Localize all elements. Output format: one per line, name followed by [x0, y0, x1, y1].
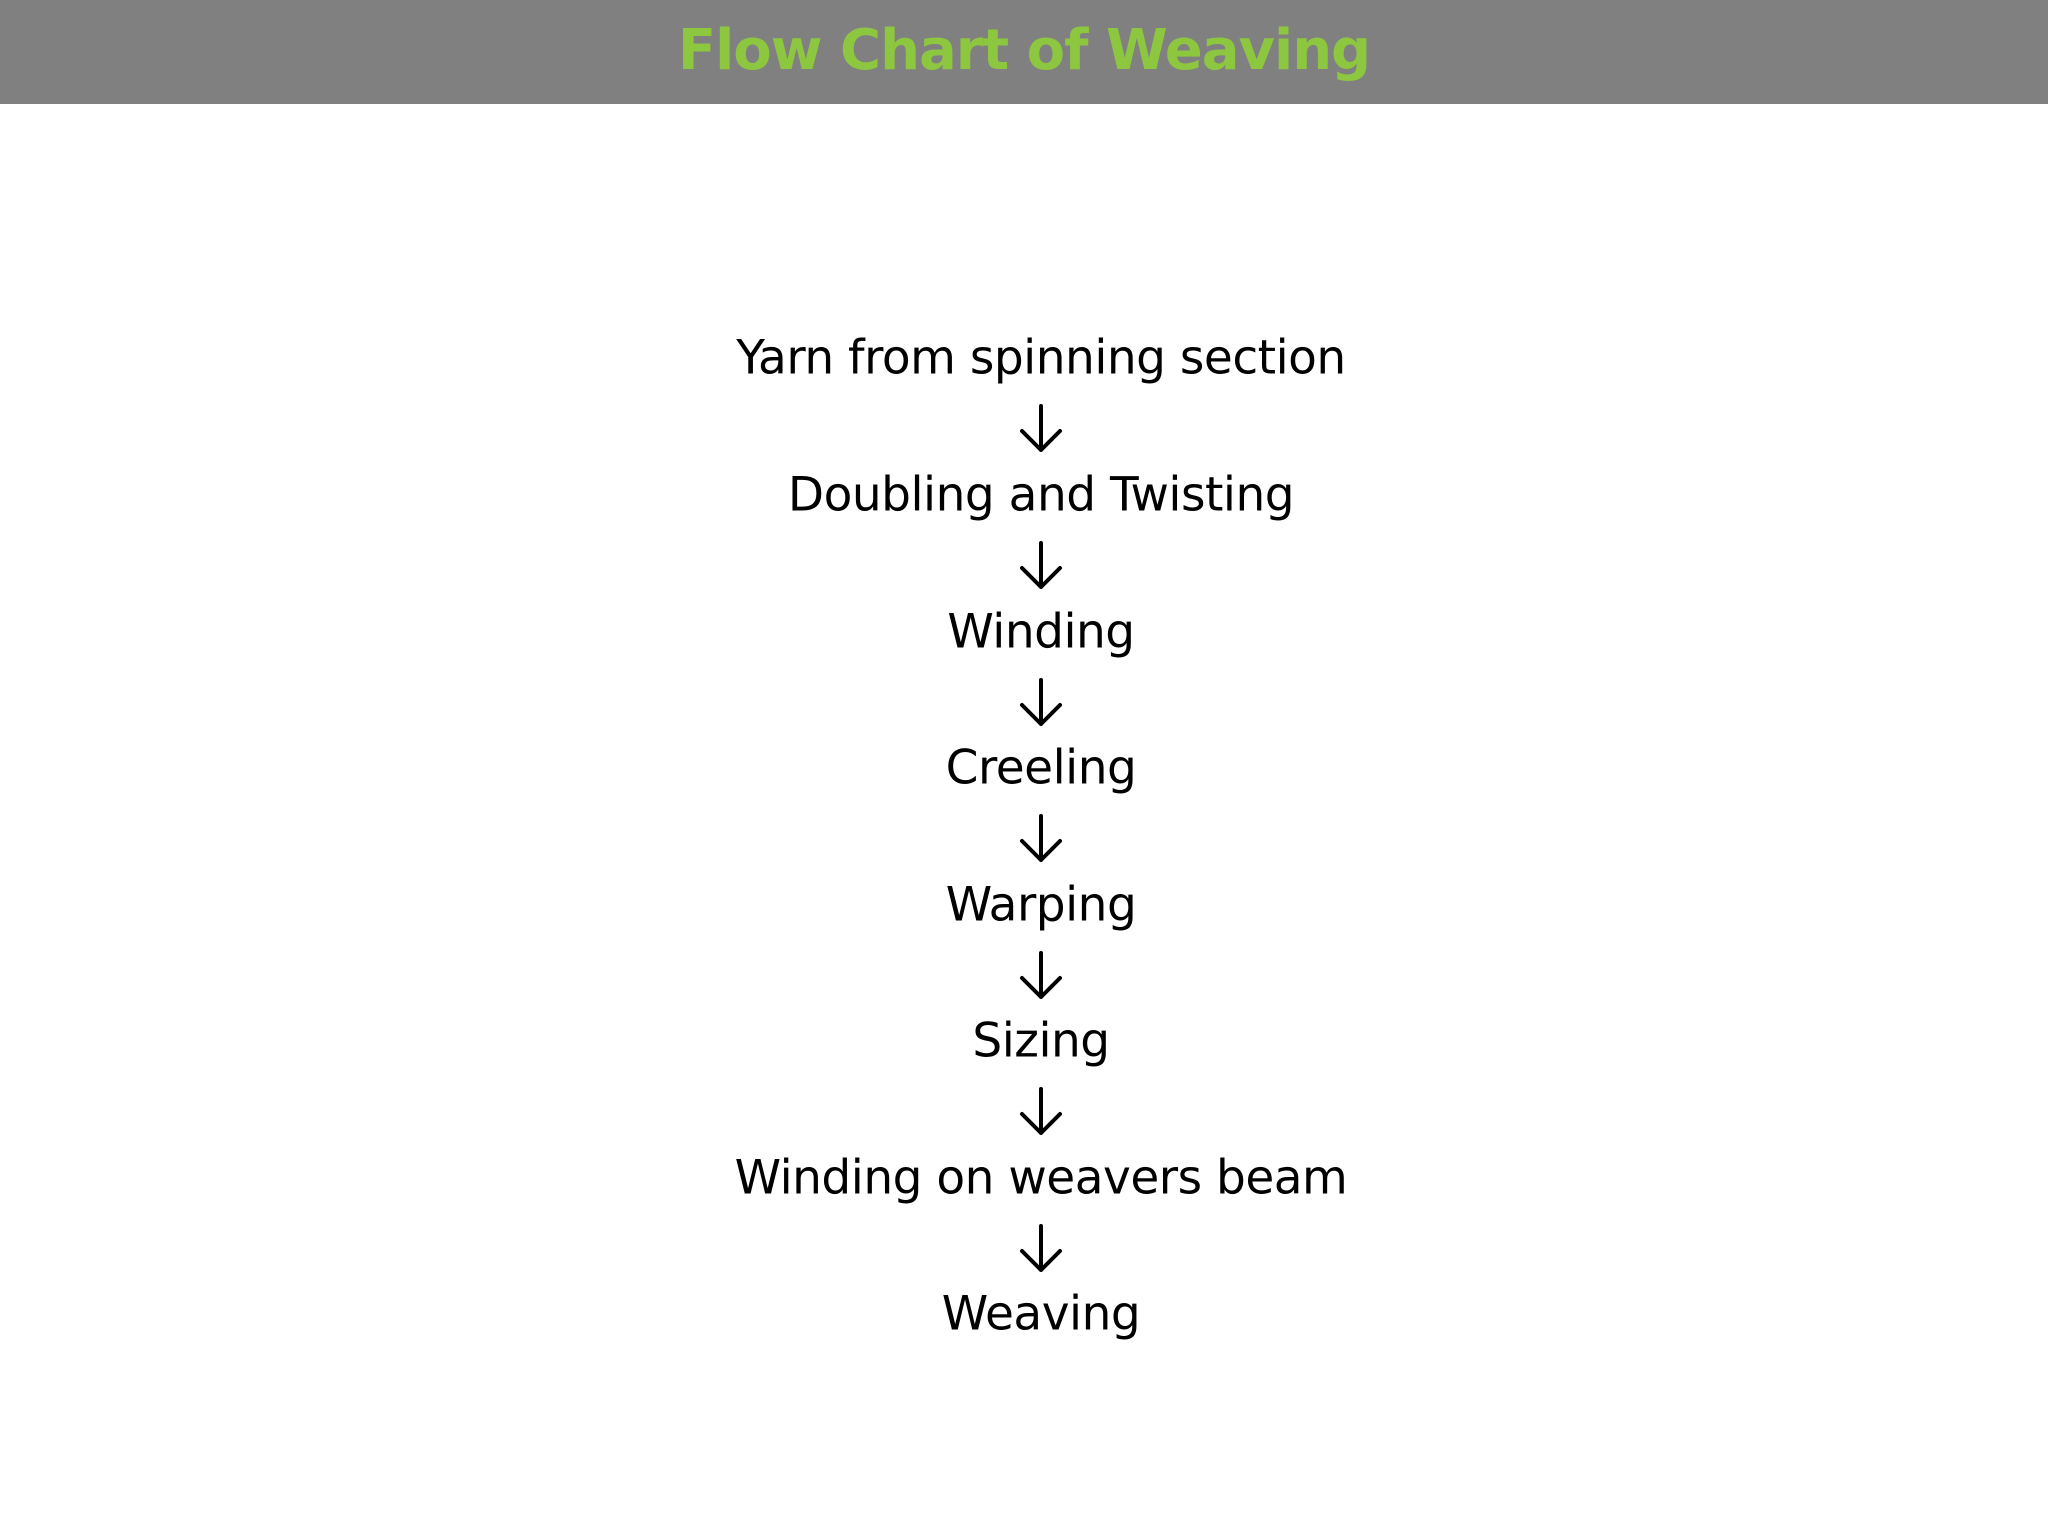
flow-step-creeling: Creeling: [945, 740, 1137, 796]
page-title: Flow Chart of Weaving: [677, 18, 1371, 83]
down-arrow-icon: [1018, 1087, 1064, 1137]
down-arrow-icon: [1018, 404, 1064, 454]
flow-step-winding: Winding: [947, 604, 1135, 660]
down-arrow-icon: [1018, 678, 1064, 728]
flow-step-winding-on-weavers-beam: Winding on weavers beam: [734, 1150, 1348, 1206]
flow-step-yarn-from-spinning-section: Yarn from spinning section: [736, 330, 1346, 386]
flow-step-warping: Warping: [945, 877, 1137, 933]
down-arrow-icon: [1018, 814, 1064, 864]
down-arrow-icon: [1018, 541, 1064, 591]
down-arrow-icon: [1018, 1224, 1064, 1274]
flow-step-doubling-and-twisting: Doubling and Twisting: [787, 467, 1295, 523]
flow-step-weaving: Weaving: [941, 1286, 1141, 1342]
flow-step-sizing: Sizing: [972, 1013, 1110, 1069]
down-arrow-icon: [1018, 951, 1064, 1001]
